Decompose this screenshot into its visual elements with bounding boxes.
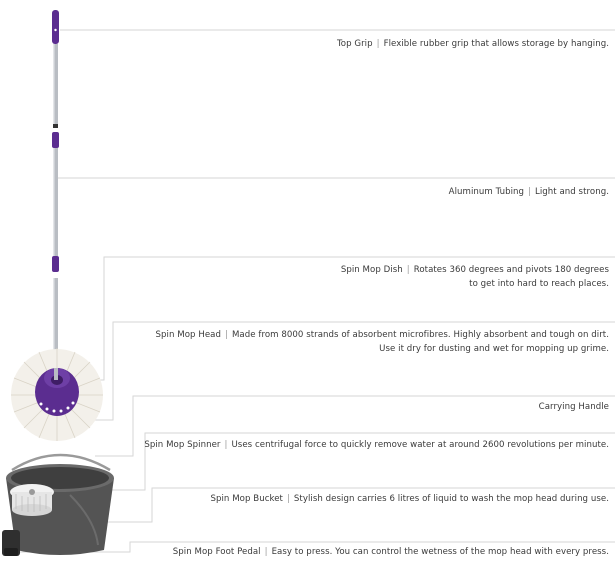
top-grip-icon: [52, 10, 59, 44]
callout-top-grip: [337, 37, 609, 51]
callout-description: Flexible rubber grip that allows storage by hanging.: [383, 39, 609, 49]
middle-grip: [52, 132, 59, 148]
callout-name: Spin Mop Spinner: [144, 440, 221, 450]
mop-head-icon: [11, 348, 103, 441]
callout-description: Uses centrifugal force to quickly remove water at around 2600 revolutions per minute.: [231, 440, 609, 450]
callout-name: Top Grip: [336, 39, 373, 49]
separator: |: [224, 440, 228, 450]
callout-carrying-handle: [539, 400, 609, 414]
callout-spin-mop-spinner: [144, 438, 609, 452]
callout-spin-mop-head: [156, 328, 609, 356]
callout-spin-mop-bucket: [210, 492, 609, 506]
foot-pedal-icon: [2, 530, 20, 556]
callout-name: Aluminum Tubing: [448, 187, 525, 197]
callout-aluminum-tubing: [449, 185, 609, 199]
separator: |: [376, 39, 380, 49]
tube-collar: [53, 124, 58, 128]
callout-name: Spin Mop Dish: [340, 265, 403, 275]
callout-name: Spin Mop Head: [155, 330, 222, 340]
separator: |: [225, 330, 228, 340]
separator: |: [406, 265, 410, 275]
lower-grip: [52, 256, 59, 272]
callout-name: Spin Mop Bucket: [210, 494, 283, 504]
callout-description: Light and strong.: [534, 187, 609, 197]
callout-description: Easy to press. You can control the wetness of the mop head with every press.: [271, 547, 609, 557]
callout-spin-mop-foot-pedal: [173, 545, 609, 559]
callout-name: Carrying Handle: [538, 402, 609, 412]
callout-description: Made from 8000 strands of absorbent microfibres. Highly absorbent and tough on dirt.: [231, 330, 609, 340]
bucket-icon: [2, 455, 114, 556]
spinner-icon: [10, 484, 54, 516]
separator: |: [264, 547, 268, 557]
callout-spin-mop-dish: [341, 263, 609, 291]
callout-description: Stylish design carries 6 litres of liquid to wash the mop head during use.: [293, 494, 609, 504]
callout-name: Spin Mop Foot Pedal: [172, 547, 261, 557]
separator: |: [528, 187, 531, 197]
callout-description: Rotates 360 degrees and pivots 180 degrees: [413, 265, 609, 275]
callout-description-line-2: to get into hard to reach places.: [469, 279, 609, 289]
callout-description-line-2: Use it dry for dusting and wet for mopping up grime.: [379, 344, 609, 354]
separator: |: [286, 494, 290, 504]
